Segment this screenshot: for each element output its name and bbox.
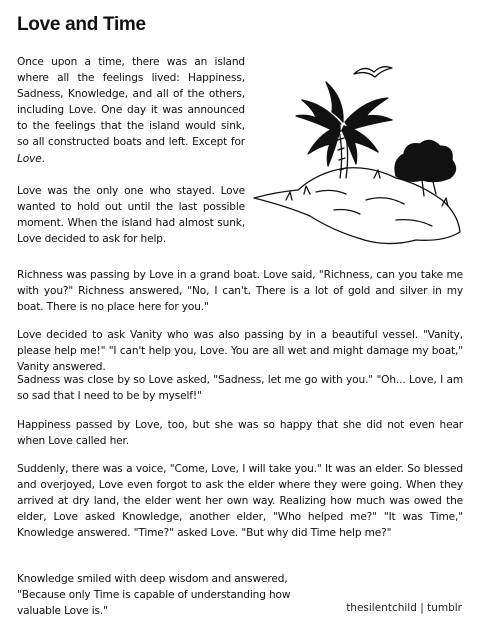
story-paragraph-2: Love was the only one who stayed. Love wanted to hold out until the last possible moment. When the island had almost sunk, Love decided to ask for help. [17, 185, 245, 246]
source-credit: thesilentchild | tumblr [346, 602, 462, 614]
story-paragraph-5: Sadness was close by so Love asked, "Sadness, let me go with you." "Oh... Love, I am so sad that I need to be by myself!" [17, 374, 463, 403]
tree-icon [395, 140, 456, 181]
story-paragraph-8: Knowledge smiled with deep wisdom and answered, "Because only Time is capable of understanding how valuable Love is." [17, 573, 291, 618]
story-paragraph-7: Suddenly, there was a voice, "Come, Love, I will take you." It was an elder. So blessed and overjoyed, Love even forgot to ask the elder where they were going. When they arrived at dry land, the elder went her own way. Realizing how much was owed the elder, Love asked Knowledge, another elder, "Who helped me?" "It was Time," Knowledge answered. "Time?" asked Love. "But why did Time help me?" [17, 463, 463, 540]
story-paragraph-4: Love decided to ask Vanity who was also passing by in a beautiful vessel. "Vanity, please help me!" "I can't help you, Love. You are all wet and might damage my boat," Vanity answered. [17, 329, 463, 374]
story-paragraph-6: Happiness passed by Love, too, but she was so happy that she did not even hear when Love called her. [17, 419, 463, 448]
story-paragraph-3: Richness was passing by Love in a grand boat. Love said, "Richness, can you take me with you?" Richness answered, "No, I can't. There is a lot of gold and silver in my boat. There is no place here for you." [17, 269, 463, 314]
seagull-icon [354, 67, 392, 77]
emphasized-love: Love [17, 152, 42, 165]
island-with-palm-tree-and-bird-icon [246, 60, 468, 260]
paragraph-1-text: Once upon a time, there was an island where all the feelings lived: Happiness, Sadness, Knowledge, and all of the others, including Love. One day it was announced to the feelings that the island would sink, so all constructed boats and left. Except for [17, 56, 245, 149]
page-title: Love and Time [17, 14, 146, 35]
palm-leaves-icon [296, 82, 392, 166]
story-paragraph-1 [17, 54, 245, 167]
paragraph-1-end: . [41, 152, 45, 165]
